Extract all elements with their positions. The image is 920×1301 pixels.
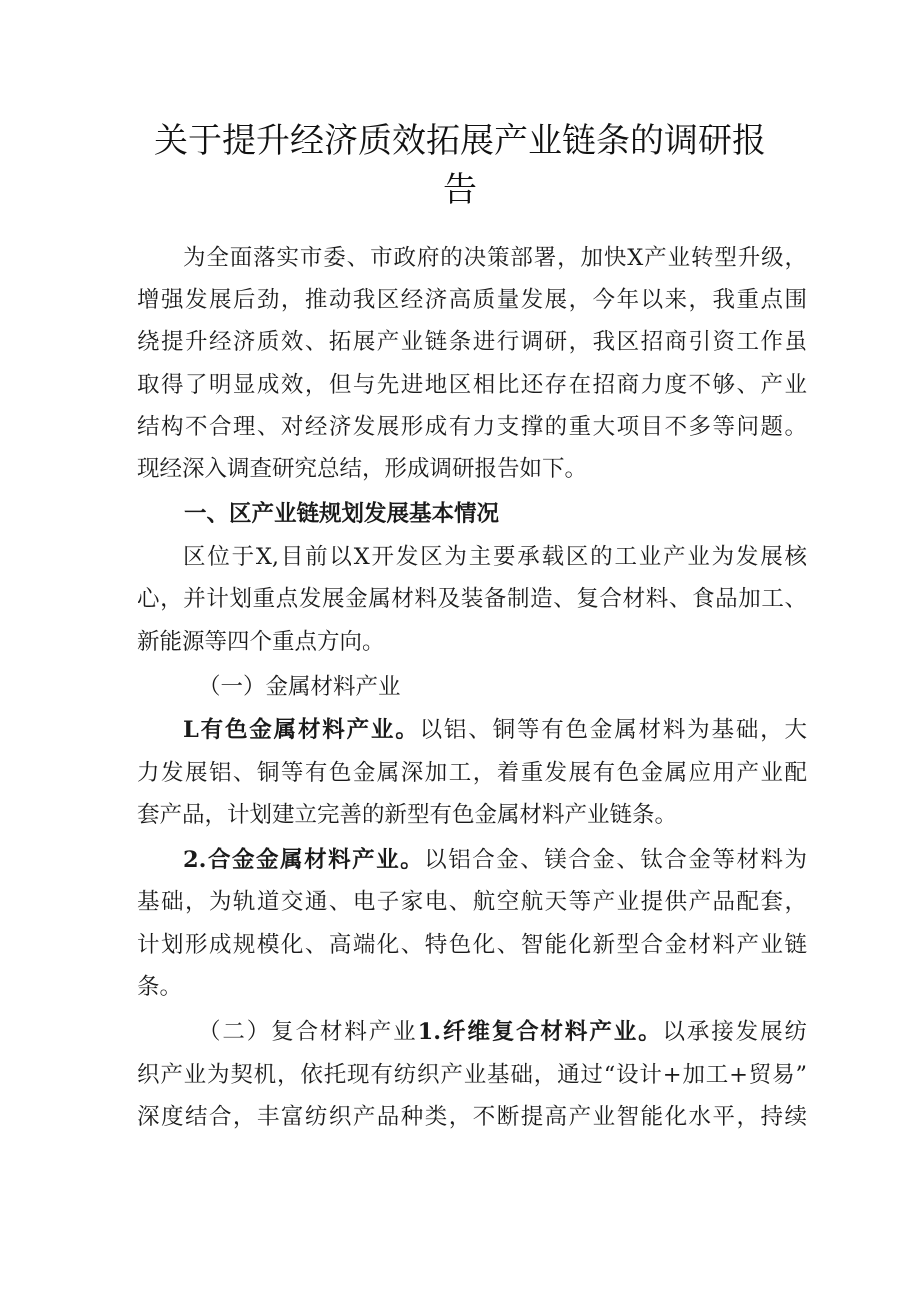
- item-2-line-1-text: 以铝合金、镁合金、钛合金等材料为: [424, 847, 807, 873]
- item-2-line-3: 计划形成规模化、高端化、特色化、智能化新型合金材料产业链: [137, 932, 807, 958]
- document-title-line-1: 关于提升经济质效拓展产业链条的调研报: [154, 121, 766, 161]
- item-2-line-4: 条。: [137, 974, 183, 1000]
- intro-line-2: 增强发展后劲，推动我区经济高质量发展，今年以来，我重点围: [137, 287, 807, 313]
- subsection-2-line-1: [198, 1015, 807, 1049]
- item-1-lead: L有色金属材料产业。: [183, 717, 420, 743]
- section-1-line-1: 区位于X,目前以X开发区为主要承载区的工业产业为发展核: [183, 544, 807, 570]
- intro-line-5: 结构不合理、对经济发展形成有力支撑的重大项目不多等问题。: [137, 414, 807, 440]
- item-3-line-3: 深度结合，丰富纺织产品种类，不断提高产业智能化水平，持续: [137, 1104, 807, 1130]
- item-2-line-2: 基础，为轨道交通、电子家电、航空航天等产业提供产品配套，: [137, 889, 807, 915]
- item-2-lead: 2.合金金属材料产业。: [183, 847, 425, 873]
- document-title-line-2: 告: [443, 170, 477, 210]
- item-1-line-3: 套产品，计划建立完善的新型有色金属材料产业链条。: [137, 802, 678, 828]
- item-3-lead: 1.纤维复合材料产业。: [417, 1019, 663, 1045]
- item-1-line-2: 力发展铝、铜等有色金属深加工，着重发展有色金属应用产业配: [137, 760, 807, 786]
- intro-line-1: 为全面落实市委、市政府的决策部署，加快X产业转型升级，: [183, 245, 807, 271]
- intro-line-6: 现经深入调查研究总结，形成调研报告如下。: [137, 456, 588, 482]
- item-1-line-1-text: 以铝、铜等有色金属材料为基础，大: [419, 717, 807, 743]
- item-3-line-1-text: 以承接发展纺: [662, 1019, 807, 1045]
- section-1-line-2: 心，并计划重点发展金属材料及装备制造、复合材料、食品加工、: [137, 586, 807, 612]
- item-2-line-1: [183, 843, 807, 877]
- section-1-heading: 一、区产业链规划发展基本情况: [184, 501, 500, 527]
- item-1-line-1: [183, 713, 807, 747]
- section-1-line-3: 新能源等四个重点方向。: [137, 629, 385, 655]
- intro-line-4: 取得了明显成效，但与先进地区相比还存在招商力度不够、产业: [137, 372, 807, 398]
- subsection-2-heading: （二）复合材料产业: [198, 1019, 418, 1045]
- subsection-1-heading: （一）金属材料产业: [198, 674, 401, 700]
- item-3-line-2: 织产业为契机，依托现有纺织产业基础，通过“设计+加工+贸易”: [137, 1062, 807, 1088]
- intro-line-3: 绕提升经济质效、拓展产业链条进行调研，我区招商引资工作虽: [137, 329, 807, 355]
